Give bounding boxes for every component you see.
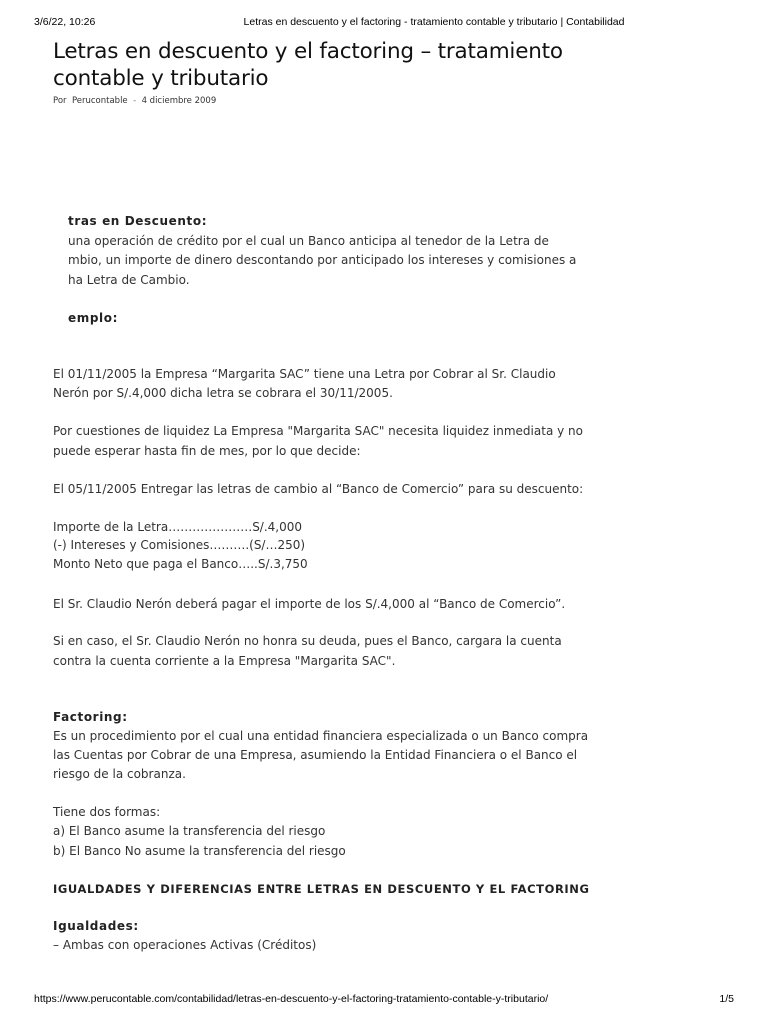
paragraph-line: puede esperar hasta fin de mes, por lo que decide: <box>53 444 361 458</box>
paragraph-line: Si en caso, el Sr. Claudio Nerón no honra su deuda, pues el Banco, cargara la cuenta <box>53 634 562 648</box>
paragraph-line: Nerón por S/.4,000 dicha letra se cobrara el 30/11/2005. <box>53 386 393 400</box>
definition-line: mbio, un importe de dinero descontando por anticipado los intereses y comisiones a <box>68 253 577 267</box>
paragraph-line: El Sr. Claudio Nerón deberá pagar el importe de los S/.4,000 al “Banco de Comercio”. <box>53 597 566 611</box>
paragraph-line: El 05/11/2005 Entregar las letras de cambio al “Banco de Comercio” para su descuento: <box>53 482 584 496</box>
paragraph-line: El 01/11/2005 la Empresa “Margarita SAC” tiene una Letra por Cobrar al Sr. Claudio <box>53 367 556 381</box>
factoring-definition-line: Es un procedimiento por el cual una entidad financiera especializada o un Banco compra <box>53 729 589 743</box>
paragraph-line: contra la cuenta corriente a la Empresa "Margarita SAC". <box>53 654 396 668</box>
article-title <box>53 38 613 92</box>
print-footer <box>0 993 768 1007</box>
igualdades-heading: Igualdades: <box>53 919 139 933</box>
factoring-definition-line: riesgo de la cobranza. <box>53 767 186 781</box>
paragraph-line: Por cuestiones de liquidez La Empresa "Margarita SAC" necesita liquidez inmediata y no <box>53 424 583 438</box>
letras-descuento-heading: tras en Descuento: <box>68 214 208 228</box>
igualdad-item: – Ambas con operaciones Activas (Créditos) <box>53 938 317 952</box>
byline-separator: - <box>133 96 137 106</box>
print-date: 3/6/22, 10:26 <box>34 16 96 28</box>
publish-date: 4 diciembre 2009 <box>141 96 217 106</box>
byline <box>53 96 216 106</box>
print-url: https://www.perucontable.com/contabilidad/letras-en-descuento-y-el-factoring-tratamiento-contable-y-tributario/ <box>34 993 549 1005</box>
print-page-title: Letras en descuento y el factoring - tratamiento contable y tributario | Contabilidad <box>243 16 625 28</box>
article-title-line-2: contable y tributario <box>53 66 269 91</box>
forma-item: a) El Banco asume la transferencia del riesgo <box>53 824 326 838</box>
author-link[interactable]: Perucontable <box>71 96 128 106</box>
calculation-line: Importe de la Letra…………………S/.4,000 <box>53 520 303 534</box>
calculation-line: (-) Intereses y Comisiones……….(S/…250) <box>53 538 306 552</box>
definition-line: ha Letra de Cambio. <box>68 273 190 287</box>
definition-line: una operación de crédito por el cual un Banco anticipa al tenedor de la Letra de <box>68 234 549 248</box>
print-header <box>0 16 768 30</box>
byline-prefix: Por <box>53 96 67 106</box>
article-title-line-1: Letras en descuento y el factoring – tratamiento <box>53 39 563 64</box>
ejemplo-heading: emplo: <box>68 311 118 325</box>
calculation-line: Monto Neto que paga el Banco…..S/.3,750 <box>53 557 308 571</box>
forma-item: b) El Banco No asume la transferencia del riesgo <box>53 844 346 858</box>
page-number: 1/5 <box>719 993 734 1005</box>
factoring-definition-line: las Cuentas por Cobrar de una Empresa, asumiendo la Entidad Financiera o el Banco el <box>53 748 578 762</box>
igualdades-diferencias-heading: IGUALDADES Y DIFERENCIAS ENTRE LETRAS EN DESCUENTO Y EL FACTORING <box>53 882 590 896</box>
factoring-heading: Factoring: <box>53 710 128 724</box>
formas-line: Tiene dos formas: <box>53 805 161 819</box>
